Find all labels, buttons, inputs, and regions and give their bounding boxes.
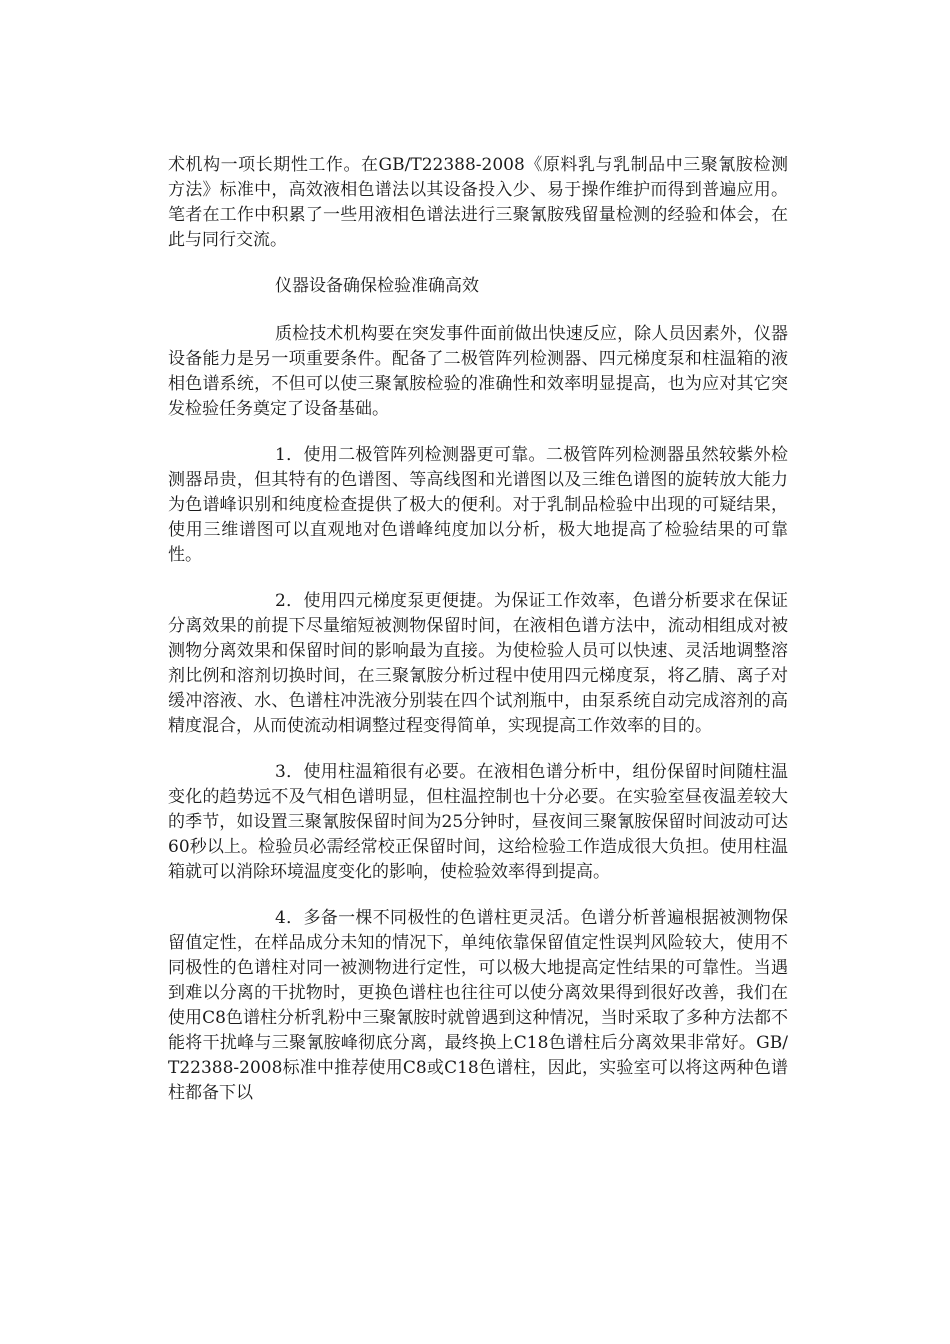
section-heading: 仪器设备确保检验准确高效 [275,276,479,296]
item-4-paragraph: 4．多备一棵不同极性的色谱柱更灵活。色谱分析普遍根据被测物保留值定性，在样品成分未知的情况下，单纯依靠保留值定性误判风险较大，使用不同极性的色谱柱对同一被测物进行定性，可以极大地提高定性结果的可靠性。当遇到难以分离的干扰物时，更换色谱柱也往往可以使分离效果得到很好改善，我们在使用C8色谱柱分析乳粉中三聚氰胺时就曾遇到这种情况，当时采取了多种方法都不能将干扰峰与三聚氰胺峰彻底分离，最终换上C18色谱柱后分离效果非常好。GB/T22388-2008标准中推荐使用C8或C18色谱柱，因此，实验室可以将这两种色谱柱都备下以 [168,908,788,1103]
section-intro-paragraph: 质检技术机构要在突发事件面前做出快速反应，除人员因素外，仪器设备能力是另一项重要条件。配备了二极管阵列检测器、四元梯度泵和柱温箱的液相色谱系统，不但可以使三聚氰胺检验的准确性和效率明显提高，也为应对其它突发检验任务奠定了设备基础。 [168,324,788,419]
intro-paragraph: 术机构一项长期性工作。在GB/T22388-2008《原料乳与乳制品中三聚氰胺检测方法》标准中，高效液相色谱法以其设备投入少、易于操作维护而得到普遍应用。笔者在工作中积累了一些用液相色谱法进行三聚氰胺残留量检测的经验和体会，在此与同行交流。 [168,155,788,250]
document-page [168,153,788,1127]
item-2-paragraph: 2．使用四元梯度泵更便捷。为保证工作效率，色谱分析要求在保证分离效果的前提下尽量缩短被测物保留时间，在液相色谱方法中，流动相组成对被测物分离效果和保留时间的影响最为直接。为使检验人员可以快速、灵活地调整溶剂比例和溶剂切换时间，在三聚氰胺分析过程中使用四元梯度泵，将乙腈、离子对缓冲溶液、水、色谱柱冲洗液分别装在四个试剂瓶中，由泵系统自动完成溶剂的高精度混合，从而使流动相调整过程变得简单，实现提高工作效率的目的。 [168,591,788,736]
item-3-paragraph: 3．使用柱温箱很有必要。在液相色谱分析中，组份保留时间随柱温变化的趋势远不及气相色谱明显，但柱温控制也十分必要。在实验室昼夜温差较大的季节，如设置三聚氰胺保留时间为25分钟时，昼夜间三聚氰胺保留时间波动可达60秒以上。检验员必需经常校正保留时间，这给检验工作造成很大负担。使用柱温箱就可以消除环境温度变化的影响，使检验效率得到提高。 [168,762,788,882]
item-1-paragraph: 1．使用二极管阵列检测器更可靠。二极管阵列检测器虽然较紫外检测器昂贵，但其特有的色谱图、等高线图和光谱图以及三维色谱图的旋转放大能力为色谱峰识别和纯度检查提供了极大的便利。对于乳制品检验中出现的可疑结果，使用三维谱图可以直观地对色谱峰纯度加以分析，极大地提高了检验结果的可靠性。 [168,445,788,565]
